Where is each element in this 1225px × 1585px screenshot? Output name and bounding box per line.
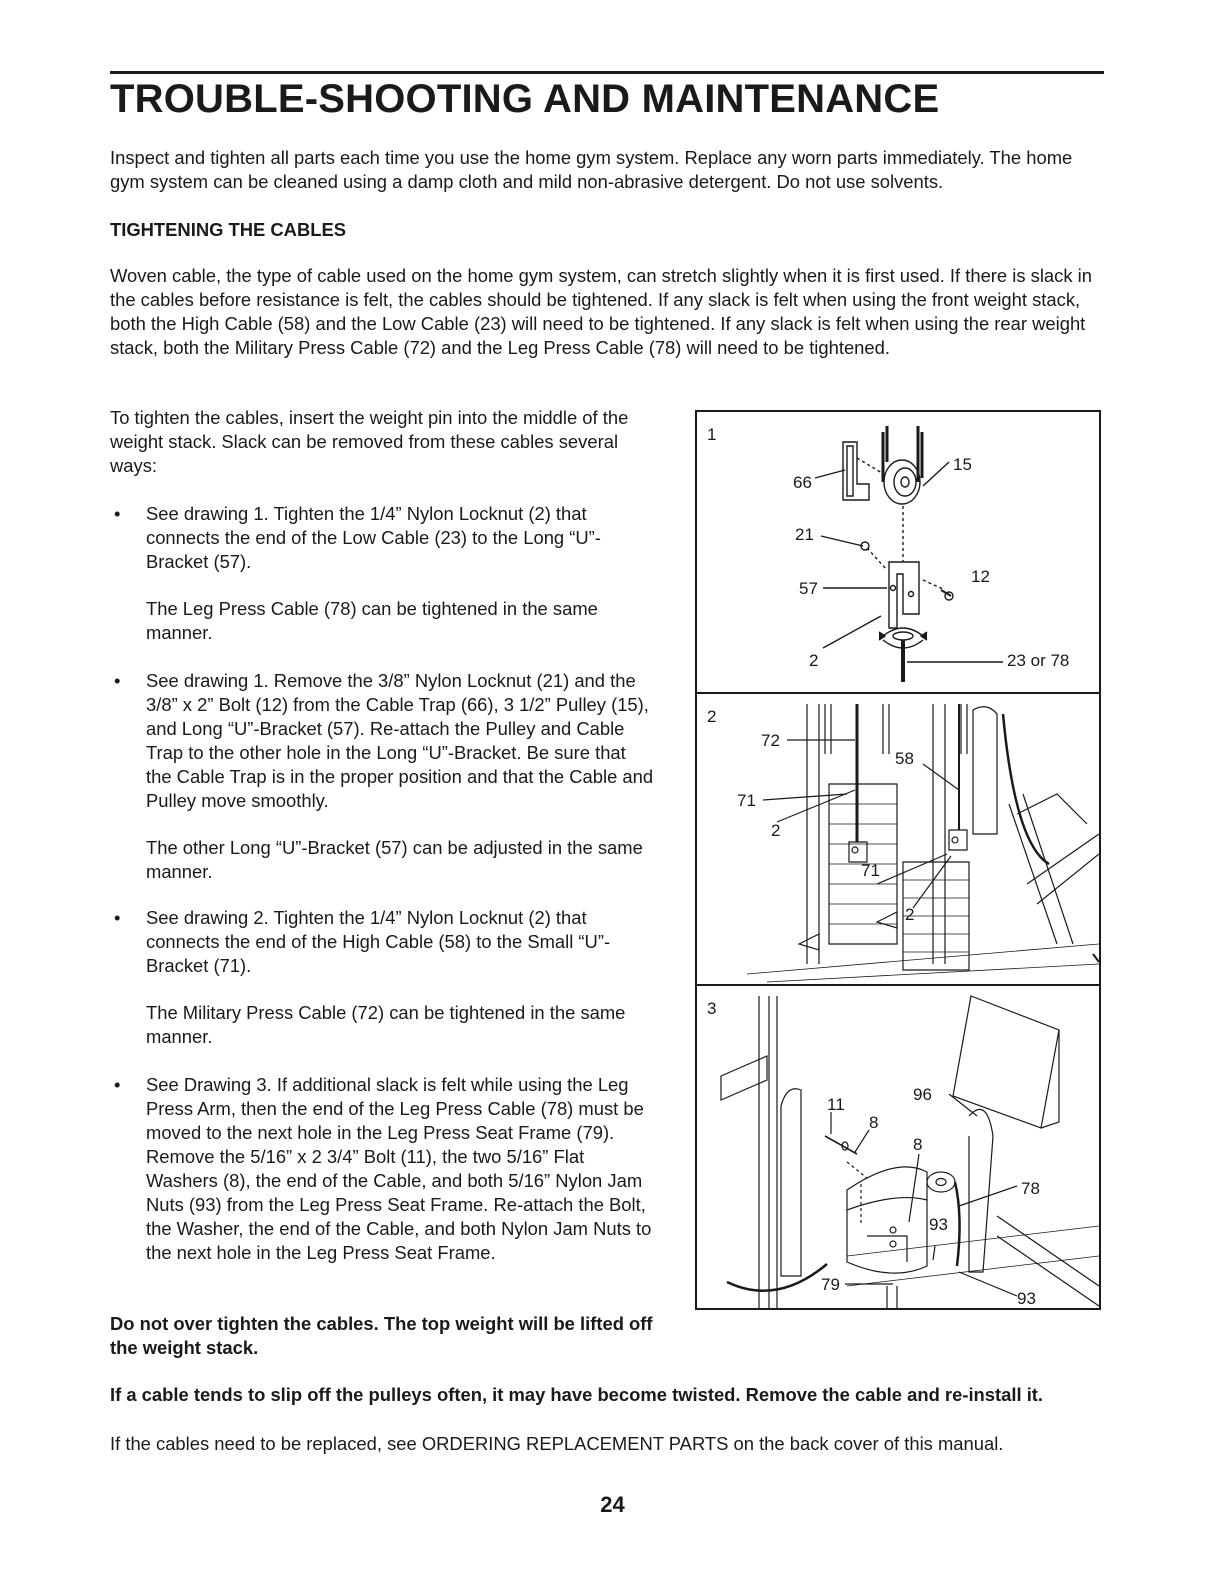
callout-2: 2 bbox=[905, 905, 915, 924]
bullet-marker: • bbox=[114, 1074, 121, 1095]
bullet-text: See drawing 1. Remove the 3/8” Nylon Locknut (21) and the 3/8” x 2” Bolt (12) from the Cable Trap (66), 3 1/2” Pulley (15), and Long “U”-Bracket (57). Re-attach the Pulley and Cable Trap to the other hole in the Long “U”-Bracket. Be sure that the Cable Trap is in the proper position and that the Cable and Pulley move smoothly. bbox=[146, 670, 654, 811]
bullet-text: See drawing 1. Tighten the 1/4” Nylon Locknut (2) that connects the end of the Low Cable (23) to the Long “U”-Bracket (57). bbox=[146, 503, 601, 572]
drawings-figure bbox=[695, 410, 1101, 1310]
drawing-number: 1 bbox=[707, 425, 717, 444]
drawing-3 bbox=[697, 986, 1099, 1308]
page-title: TROUBLE-SHOOTING AND MAINTENANCE bbox=[110, 77, 940, 121]
callout-23-or-78: 23 or 78 bbox=[1007, 651, 1070, 670]
bullet-text: See Drawing 3. If additional slack is felt while using the Leg Press Arm, then the end of the Leg Press Cable (78) must be moved to the next hole in the Leg Press Seat Frame (79). Remove the 5/16” x 2 3/4” Bolt (11), the two 5/16” Flat Washers (8), the end of the Cable, and both 5/16” Nylon Jam Nuts (93) from the Leg Press Seat Frame. Re-attach the Bolt, the Washer, the end of the Cable, and both Nylon Jam Nuts to the next hole in the Leg Press Seat Frame. bbox=[146, 1074, 652, 1263]
woven-cable-paragraph: Woven cable, the type of cable used on the home gym system, can stretch slightly when it is first used. If there is slack in the cables before resistance is felt, the cables should be tightened. If any slack is felt when using the front weight stack, both the High Cable (58) and the Low Cable (23) will need to be tightened. If any slack is felt when using the rear weight stack, both the Military Press Cable (72) and the Leg Press Cable (78) will need to be tightened. bbox=[110, 265, 1092, 358]
drawing-2-illustration bbox=[697, 694, 1099, 984]
drawing-number: 3 bbox=[707, 999, 717, 1018]
title-rule bbox=[110, 71, 1104, 74]
callout-66: 66 bbox=[793, 473, 812, 492]
bullet-marker: • bbox=[114, 907, 121, 928]
bullet-marker: • bbox=[114, 503, 121, 524]
callout-2: 2 bbox=[771, 821, 781, 840]
bullet-text: See drawing 2. Tighten the 1/4” Nylon Locknut (2) that connects the end of the High Cable (58) to the Small “U”-Bracket (71). bbox=[146, 907, 611, 976]
intro-paragraph: Inspect and tighten all parts each time you use the home gym system. Replace any worn parts immediately. The home gym system can be cleaned using a damp cloth and mild non-abrasive detergent. Do not use solvents. bbox=[110, 147, 1073, 192]
bullet-note: The Leg Press Cable (78) can be tightened in the same manner. bbox=[146, 598, 598, 643]
replacement-note: If the cables need to be replaced, see ORDERING REPLACEMENT PARTS on the back cover of this manual. bbox=[110, 1433, 1004, 1454]
callout-96: 96 bbox=[913, 1085, 932, 1104]
callout-79: 79 bbox=[821, 1275, 840, 1294]
callout-12: 12 bbox=[971, 567, 990, 586]
callout-8: 8 bbox=[869, 1113, 879, 1132]
callout-71: 71 bbox=[861, 861, 880, 880]
drawing-1-illustration bbox=[697, 412, 1099, 692]
drawing-3-illustration bbox=[697, 986, 1099, 1308]
callout-71: 71 bbox=[737, 791, 756, 810]
twisted-cable-warning: If a cable tends to slip off the pulleys often, it may have become twisted. Remove the cable and re-install it. bbox=[110, 1384, 1044, 1405]
callout-93: 93 bbox=[1017, 1289, 1036, 1308]
page-number: 24 bbox=[600, 1492, 625, 1517]
callout-11: 11 bbox=[827, 1095, 845, 1114]
section-heading: TIGHTENING THE CABLES bbox=[110, 219, 347, 240]
callout-58: 58 bbox=[895, 749, 914, 768]
callout-93: 93 bbox=[929, 1215, 948, 1234]
drawing-number: 2 bbox=[707, 707, 717, 726]
callout-8: 8 bbox=[913, 1135, 923, 1154]
callout-15: 15 bbox=[953, 455, 972, 474]
callout-21: 21 bbox=[795, 525, 814, 544]
bullet-note: The Military Press Cable (72) can be tightened in the same manner. bbox=[146, 1002, 626, 1047]
callout-72: 72 bbox=[761, 731, 780, 750]
drawing-1 bbox=[697, 412, 1099, 692]
callout-57: 57 bbox=[799, 579, 818, 598]
callout-2: 2 bbox=[809, 651, 819, 670]
bullet-note: The other Long “U”-Bracket (57) can be adjusted in the same manner. bbox=[146, 837, 643, 882]
drawing-2 bbox=[697, 694, 1099, 984]
callout-78: 78 bbox=[1021, 1179, 1040, 1198]
bullet-marker: • bbox=[114, 670, 121, 691]
steps-intro-paragraph: To tighten the cables, insert the weight pin into the middle of the weight stack. Slack can be removed from these cables several ways: bbox=[110, 407, 629, 476]
overtighten-warning: Do not over tighten the cables. The top weight will be lifted off the weight stack. bbox=[110, 1313, 653, 1358]
